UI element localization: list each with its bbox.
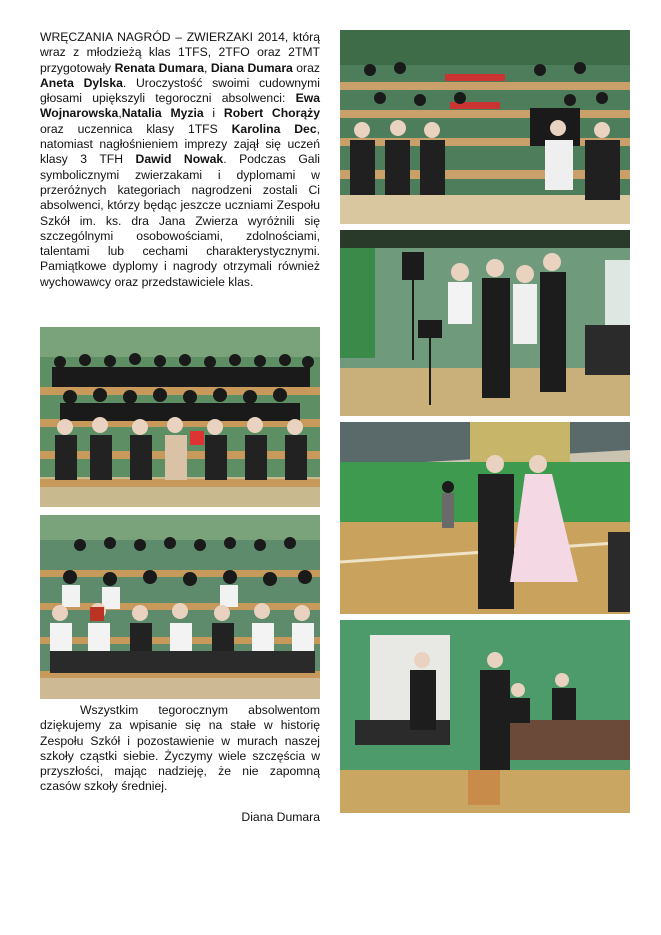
photo-award-presentation (340, 422, 630, 614)
closing-paragraph (40, 703, 320, 795)
intro-paragraph (40, 30, 320, 290)
separator: oraz (292, 60, 320, 75)
closing-text: Wszystkim tegorocznym absolwentom dziękujemy za wpisanie się na stałe w historię Zespołu Szkół i pozostawienie w murach naszej szkoły cząstki siebie. Życzymy wiele szczęścia w przyszłości, mając nadzieję, że nie zapomną czasów szkoły średniej. (40, 703, 320, 794)
intro-text-1: WRĘCZANIA NAGRÓD – ZWIERZAKI 2014, którą wraz z młodzieżą klas 1TFS, 2TFO oraz 2TMT przygotowały (40, 30, 320, 75)
intro-text-3: oraz uczennica klasy 1TFS (40, 121, 232, 136)
photo-graduates-rows (340, 30, 630, 224)
separator: i (203, 106, 224, 121)
separator: , (118, 106, 122, 121)
photo-host-at-microphone (340, 620, 630, 813)
name-ewa-wojnarowska: Ewa Wojnarowska (40, 91, 320, 121)
photo-singers-performing (340, 230, 630, 416)
separator: , (204, 60, 211, 75)
name-natalia-myzia: Natalia Myzia (121, 106, 204, 121)
name-renata-dumara: Renata Dumara (114, 60, 205, 75)
photo-graduates-bleachers-1 (40, 327, 320, 507)
photo-graduates-bleachers-2 (40, 515, 320, 699)
name-robert-chorazy: Robert Chorąży (223, 106, 321, 121)
name-aneta-dylska: Aneta Dylska (40, 75, 123, 90)
name-dawid-nowak: Dawid Nowak (135, 152, 224, 167)
name-karolina-dec: Karolina Dec (231, 121, 317, 136)
intro-text-2: . Uroczystość swoimi cudownymi głosami upiększyli tegoroczni absolwenci: (40, 75, 320, 106)
name-diana-dumara: Diana Dumara (210, 60, 293, 75)
intro-text-4: , natomiast nagłośnieniem imprezy zajął się uczeń klasy 3 TFH (40, 121, 320, 167)
intro-text-5: . Podczas Gali symbolicznymi zwierzakami i dyplomami w przeróżnych kategoriach nagrodzeni zostali Ci absolwenci, którzy będąc jeszcze uczniami Zespołu Szkół im. ks. dra Jana Zwierza wyróżnili się szczególnymi osobowościami, zdolnościami, talentami lub cechami charakterystycznymi. Pamiątkowe dyplomy i nagrody otrzymali również wychowawcy oraz przedstawiciele klas. (40, 152, 320, 289)
signature: Diana Dumara (241, 810, 320, 824)
